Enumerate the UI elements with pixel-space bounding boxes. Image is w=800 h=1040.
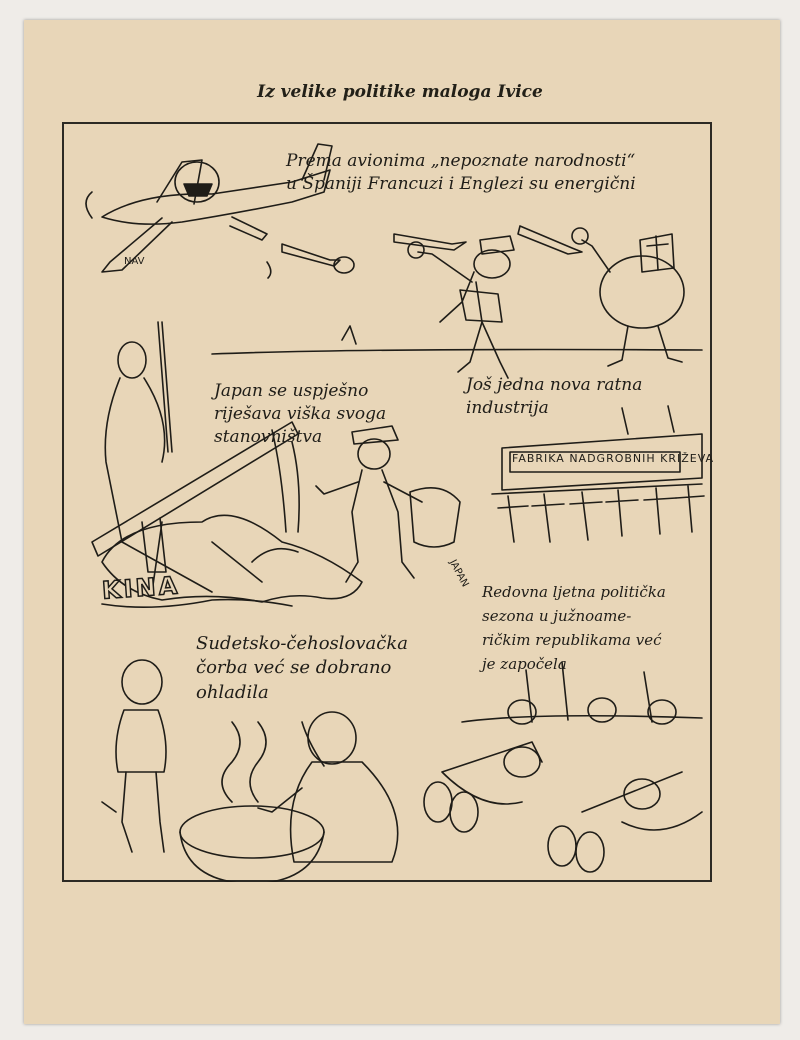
caption-planes: Prema avionima „nepoznate narodnosti“ u Španiji Francuzi i Englezi su energični [286,151,636,194]
caption-sudeten: Sudetsko-čehoslovačka čorba već se dobrano ohladila [196,633,409,703]
english-figure-illustration [572,228,684,366]
page-title: Iz velike politike maloga Ivice [257,82,543,102]
caption-south-america: Redovna ljetna politička sezona u južnoame- ričkim republikama već je započela [482,583,666,673]
man-with-soup-illustration [180,712,398,882]
caption-industry: Još jedna nova ratna industrija [466,375,643,418]
cartoon-drawings [62,122,715,882]
boy-illustration [102,660,166,852]
svg-text:NAV: NAV [124,256,145,267]
japanese-soldier-illustration [316,426,460,582]
horizon-line [212,326,702,354]
caption-japan: Japan se uspješno riješava viška svoga stanovništva [214,381,387,447]
basket-label: JAPAN [446,557,471,590]
map-label: KINA [101,571,182,605]
french-soldier-illustration [408,236,514,378]
factory-sign: FABRIKA NADGROBNIH KRIŽEVA [512,452,715,465]
crosses-illustration [498,486,704,542]
